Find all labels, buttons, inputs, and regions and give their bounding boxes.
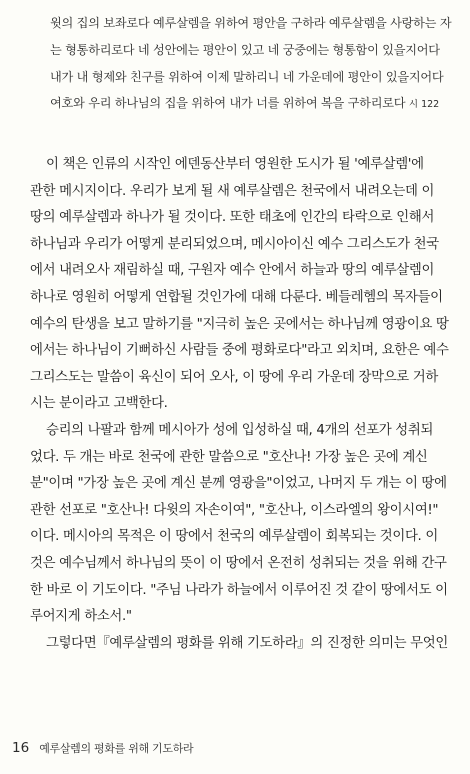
scripture-reference: 시 122 xyxy=(408,99,440,111)
paragraph-line: 관한 메시지이다. 우리가 보게 될 새 예루살렘은 천국에서 내려오는데 이 xyxy=(30,183,435,199)
paragraph-line: 었다. 두 개는 바로 천국에 관한 말씀으로 "호산나! 가장 높은 곳에 계신 xyxy=(30,449,428,465)
paragraph-line: 한 바로 이 기도이다. "주님 나라가 하늘에서 이루어진 것 같이 땅에서도 이 xyxy=(30,582,448,598)
paragraph-line: 그리스도는 말씀이 육신이 되어 오사, 이 땅에 우리 가운데 장막으로 거하 xyxy=(30,369,438,385)
paragraph-line: 것은 예수님께서 하나님의 뜻이 이 땅에서 온전히 성취되는 것을 위해 간구 xyxy=(30,555,447,571)
page-number: 16 xyxy=(12,740,30,756)
paragraph-line: 이다. 메시아의 목적은 이 땅에서 천국의 예루살렘이 회복되는 것이다. 이 xyxy=(30,529,438,545)
paragraph-line: 이 책은 인류의 시작인 에덴동산부터 영원한 도시가 될 '예루살렘'에 xyxy=(46,157,424,172)
paragraph-line: 에서 내려오사 재림하실 때, 구원자 예수 안에서 하늘과 땅의 예루살렘이 xyxy=(30,263,435,279)
paragraph-line: 하나님과 우리가 어떻게 분리되었으며, 메시아이신 예수 그리스도가 천국 xyxy=(30,236,439,252)
quote-line-text: 여호와 우리 하나님의 집을 위하여 내가 너를 위하여 복을 구하리로다 xyxy=(50,96,406,111)
paragraph-line: 관한 선포로 "호산나! 다윗의 자손이여", "호산나, 이스라엘의 왕이시여!" xyxy=(30,502,439,518)
quote-line: 내가 내 형제와 친구를 위하여 이제 말하리니 네 가운데에 평안이 있을지어다 xyxy=(50,69,444,84)
page-footer xyxy=(12,740,193,756)
paragraph-line: 루어지게 하소서." xyxy=(30,609,132,625)
scripture-quote xyxy=(50,10,460,119)
quote-line: 윗의 집의 보좌로다 예루살렘을 위하여 평안을 구하라 예루살렘을 사랑하는 자 xyxy=(50,16,452,30)
paragraph-line: 하나로 영원히 어떻게 연합될 것인가에 대해 다룬다. 베들레헴의 목자들이 xyxy=(30,289,443,305)
paragraph-line: 땅의 예루살렘과 하나가 될 것이다. 또한 태초에 인간의 타락으로 인해서 xyxy=(30,210,435,226)
body-text xyxy=(30,152,450,657)
paragraph-line: 예수의 탄생을 보고 말하기를 "지극히 높은 곳에서는 하나님께 영광이요 땅 xyxy=(30,316,449,332)
paragraph-line: 분"이며 "가장 높은 곳에 계신 분께 영광을"이었고, 나머지 두 개는 이 땅에 xyxy=(30,476,447,492)
quote-line xyxy=(50,90,460,119)
paragraph-line: 시는 분이라고 고백한다. xyxy=(30,396,168,412)
paragraph-line: 그렇다면『예루살렘의 평화를 위해 기도하라』의 진정한 의미는 무엇인 xyxy=(46,635,448,651)
paragraph-line: 에서는 하나님이 기뻐하신 사람들 중에 평화로다"라고 외치며, 요한은 예수 xyxy=(30,343,449,359)
paragraph-line: 승리의 나팔과 함께 메시아가 성에 입성하실 때, 4개의 선포가 성취되 xyxy=(46,422,434,438)
quote-line: 는 형통하리로다 네 성안에는 평안이 있고 네 궁중에는 형통함이 있을지어다 xyxy=(50,42,440,57)
running-head: 예루살렘의 평화를 위해 기도하라 xyxy=(39,742,194,755)
